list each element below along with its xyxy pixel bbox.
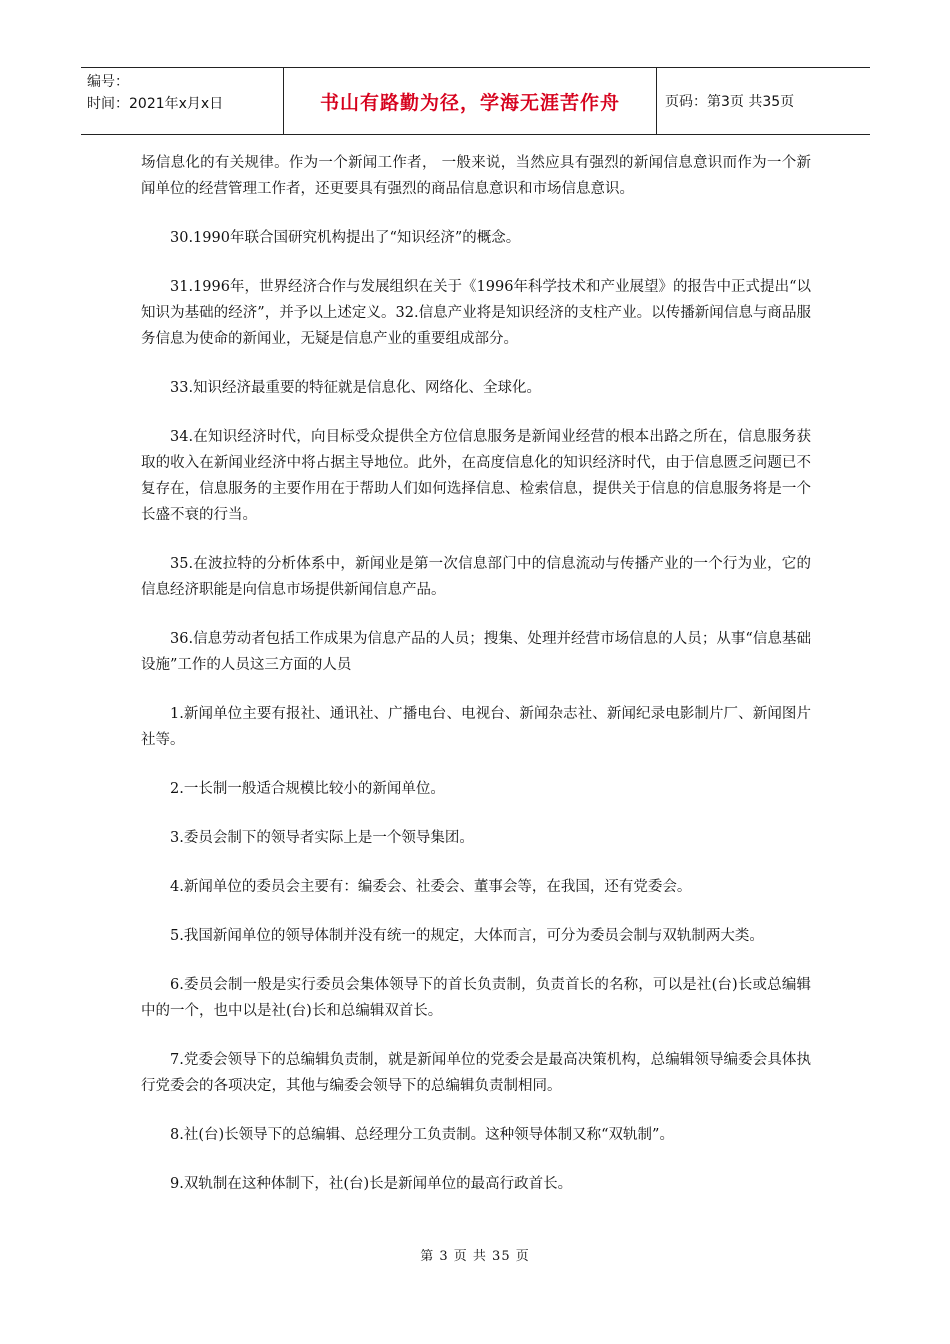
paragraph: 2.一长制一般适合规模比较小的新闻单位。 <box>170 781 445 797</box>
page-footer: 第 3 页 共 35 页 <box>420 1249 530 1264</box>
paragraph: 36.信息劳动者包括工作成果为信息产品的人员；搜集、处理并经营市场信息的人员；从事“信息基础设施”工作的人员这三方面的人员 <box>141 631 811 673</box>
paragraph: 31.1996年，世界经济合作与发展组织在关于《1996年科学技术和产业展望》的报告中正式提出“以知识为基础的经济”，并予以上述定义。32.信息产业将是知识经济的支柱产业。以传播新闻信息与商品服务信息为使命的新闻业，无疑是信息产业的重要组成部分。 <box>141 279 811 347</box>
paragraph: 5.我国新闻单位的领导体制并没有统一的规定，大体而言，可分为委员会制与双轨制两大类。 <box>170 928 764 944</box>
paragraph: 1.新闻单位主要有报社、通讯社、广播电台、电视台、新闻杂志社、新闻纪录电影制片厂、新闻图片社等。 <box>141 706 811 748</box>
paragraph: 4.新闻单位的委员会主要有：编委会、社委会、董事会等，在我国，还有党委会。 <box>170 879 692 895</box>
header-bottom-rule <box>81 134 870 135</box>
paragraph: 3.委员会制下的领导者实际上是一个领导集团。 <box>170 830 474 846</box>
paragraph: 9.双轨制在这种体制下，社(台)长是新闻单位的最高行政首长。 <box>170 1176 573 1192</box>
header-meta <box>81 67 284 135</box>
paragraph: 8.社(台)长领导下的总编辑、总经理分工负责制。这种领导体制又称“双轨制”。 <box>170 1127 674 1143</box>
number-label: 编号： <box>87 74 129 90</box>
paragraph: 6.委员会制一般是实行委员会集体领导下的首长负责制，负责首长的名称，可以是社(台)长或总编辑中的一个，也中以是社(台)长和总编辑双首长。 <box>141 977 811 1019</box>
paragraph: 35.在波拉特的分析体系中，新闻业是第一次信息部门中的信息流动与传播产业的一个行为业，它的信息经济职能是向信息市场提供新闻信息产品。 <box>141 556 811 598</box>
date-line: 时间：2021年x月x日 <box>87 96 224 112</box>
paragraph: 7.党委会领导下的总编辑负责制，就是新闻单位的党委会是最高决策机构，总编辑领导编委会具体执行党委会的各项决定，其他与编委会领导下的总编辑负责制相同。 <box>141 1052 811 1094</box>
paragraph: 34.在知识经济时代，向目标受众提供全方位信息服务是新闻业经营的根本出路之所在，信息服务获取的收入在新闻业经济中将占据主导地位。此外，在高度信息化的知识经济时代，由于信息匮乏问题已不复存在，信息服务的主要作用在于帮助人们如何选择信息、检索信息，提供关于信息的信息服务将是一个长盛不衰的行当。 <box>141 429 811 523</box>
header-top-rule <box>81 67 870 68</box>
paragraph: 30.1990年联合国研究机构提出了“知识经济”的概念。 <box>170 230 521 246</box>
header-page-info: 页码：第3页 共35页 <box>665 94 795 110</box>
document-body <box>141 150 811 1220</box>
page-header <box>81 67 870 135</box>
header-motto: 书山有路勤为径，学海无涯苦作舟 <box>284 67 657 135</box>
paragraph: 33.知识经济最重要的特征就是信息化、网络化、全球化。 <box>170 380 542 396</box>
paragraph: 场信息化的有关规律。作为一个新闻工作者， 一般来说，当然应具有强烈的新闻信息意识而作为一个新闻单位的经营管理工作者，还更要具有强烈的商品信息意识和市场信息意识。 <box>141 155 811 197</box>
